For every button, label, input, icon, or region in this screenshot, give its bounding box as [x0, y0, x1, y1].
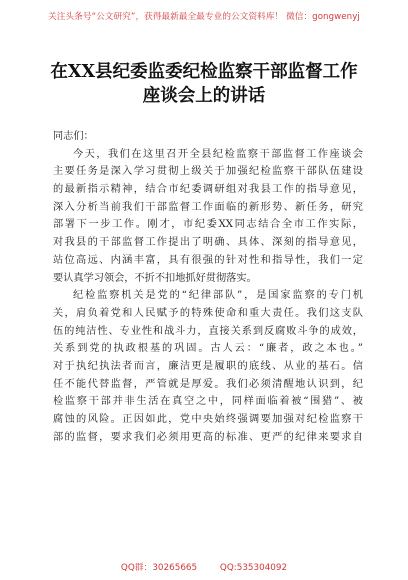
footer [0, 560, 408, 573]
body-line: 关系到党的执政根基的巩固。古人云：“廉者，政之本也。” [53, 343, 363, 355]
body-line: 对于执纪执法者而言，廉洁更是履职的底线、从业的基石。信 [53, 360, 363, 372]
salutation: 同志们： [53, 131, 94, 142]
body-line: 检监察干部并非生活在真空之中，同样面临着被“围猎”、被 [53, 396, 363, 408]
title-line-1: 在XX县纪委监委纪检监察干部监督工作 [50, 62, 358, 82]
body-line: 主要任务是深入学习贯彻上级关于加强纪检监察干部队伍建设 [53, 166, 363, 178]
body-line: 深入分析当前我们干部监督工作面临的新形势、新任务，研究 [53, 201, 363, 213]
body-line: 腐蚀的风险。正因如此，党中央始终强调要加强对纪检监察干 [53, 414, 363, 425]
body-line: 的最新指示精神，结合市纪委调研组对我县工作的指导意见， [53, 184, 363, 196]
document-body [53, 128, 363, 446]
header-note: 关注头条号“公文研究”，获得最新最全最专业的公文资料库！ 微信：gongwenyj [48, 12, 360, 22]
body-line: 站位高远、内涵丰富，具有很强的针对性和指导性，我们一定 [53, 254, 363, 266]
document-title [36, 60, 372, 108]
body-line: 要认真学习领会，不折不扣地抓好贯彻落实。 [53, 272, 257, 284]
footer-qq-group: QQ群：30265665 [120, 563, 198, 573]
title-line-2: 座谈会上的讲话 [142, 86, 266, 106]
body-line: 部的监督，要求我们必须用更高的标准、更严的纪律来要求自 [53, 431, 363, 443]
body-line: 纪检监察机关是党的“纪律部队”，是国家监察的专门机 [73, 290, 363, 302]
body-line: 对我县的干部监督工作提出了明确、具体、深刻的指导意见， [53, 237, 363, 249]
body-line: 今天，我们在这里召开全县纪检监察干部监督工作座谈会 [73, 148, 363, 160]
body-line: 任不能代替监督，严管就是厚爱。我们必须清醒地认识到，纪 [53, 378, 363, 390]
footer-qq: QQ:535304092 [219, 563, 288, 573]
body-line: 伍的纯洁性、专业性和战斗力，直接关系到反腐败斗争的成效， [53, 325, 363, 337]
body-line: 关，肩负着党和人民赋予的特殊使命和重大责任。我们这支队 [53, 307, 363, 319]
body-line: 部署下一步工作。刚才，市纪委XX同志结合全市工作实际， [53, 219, 363, 231]
